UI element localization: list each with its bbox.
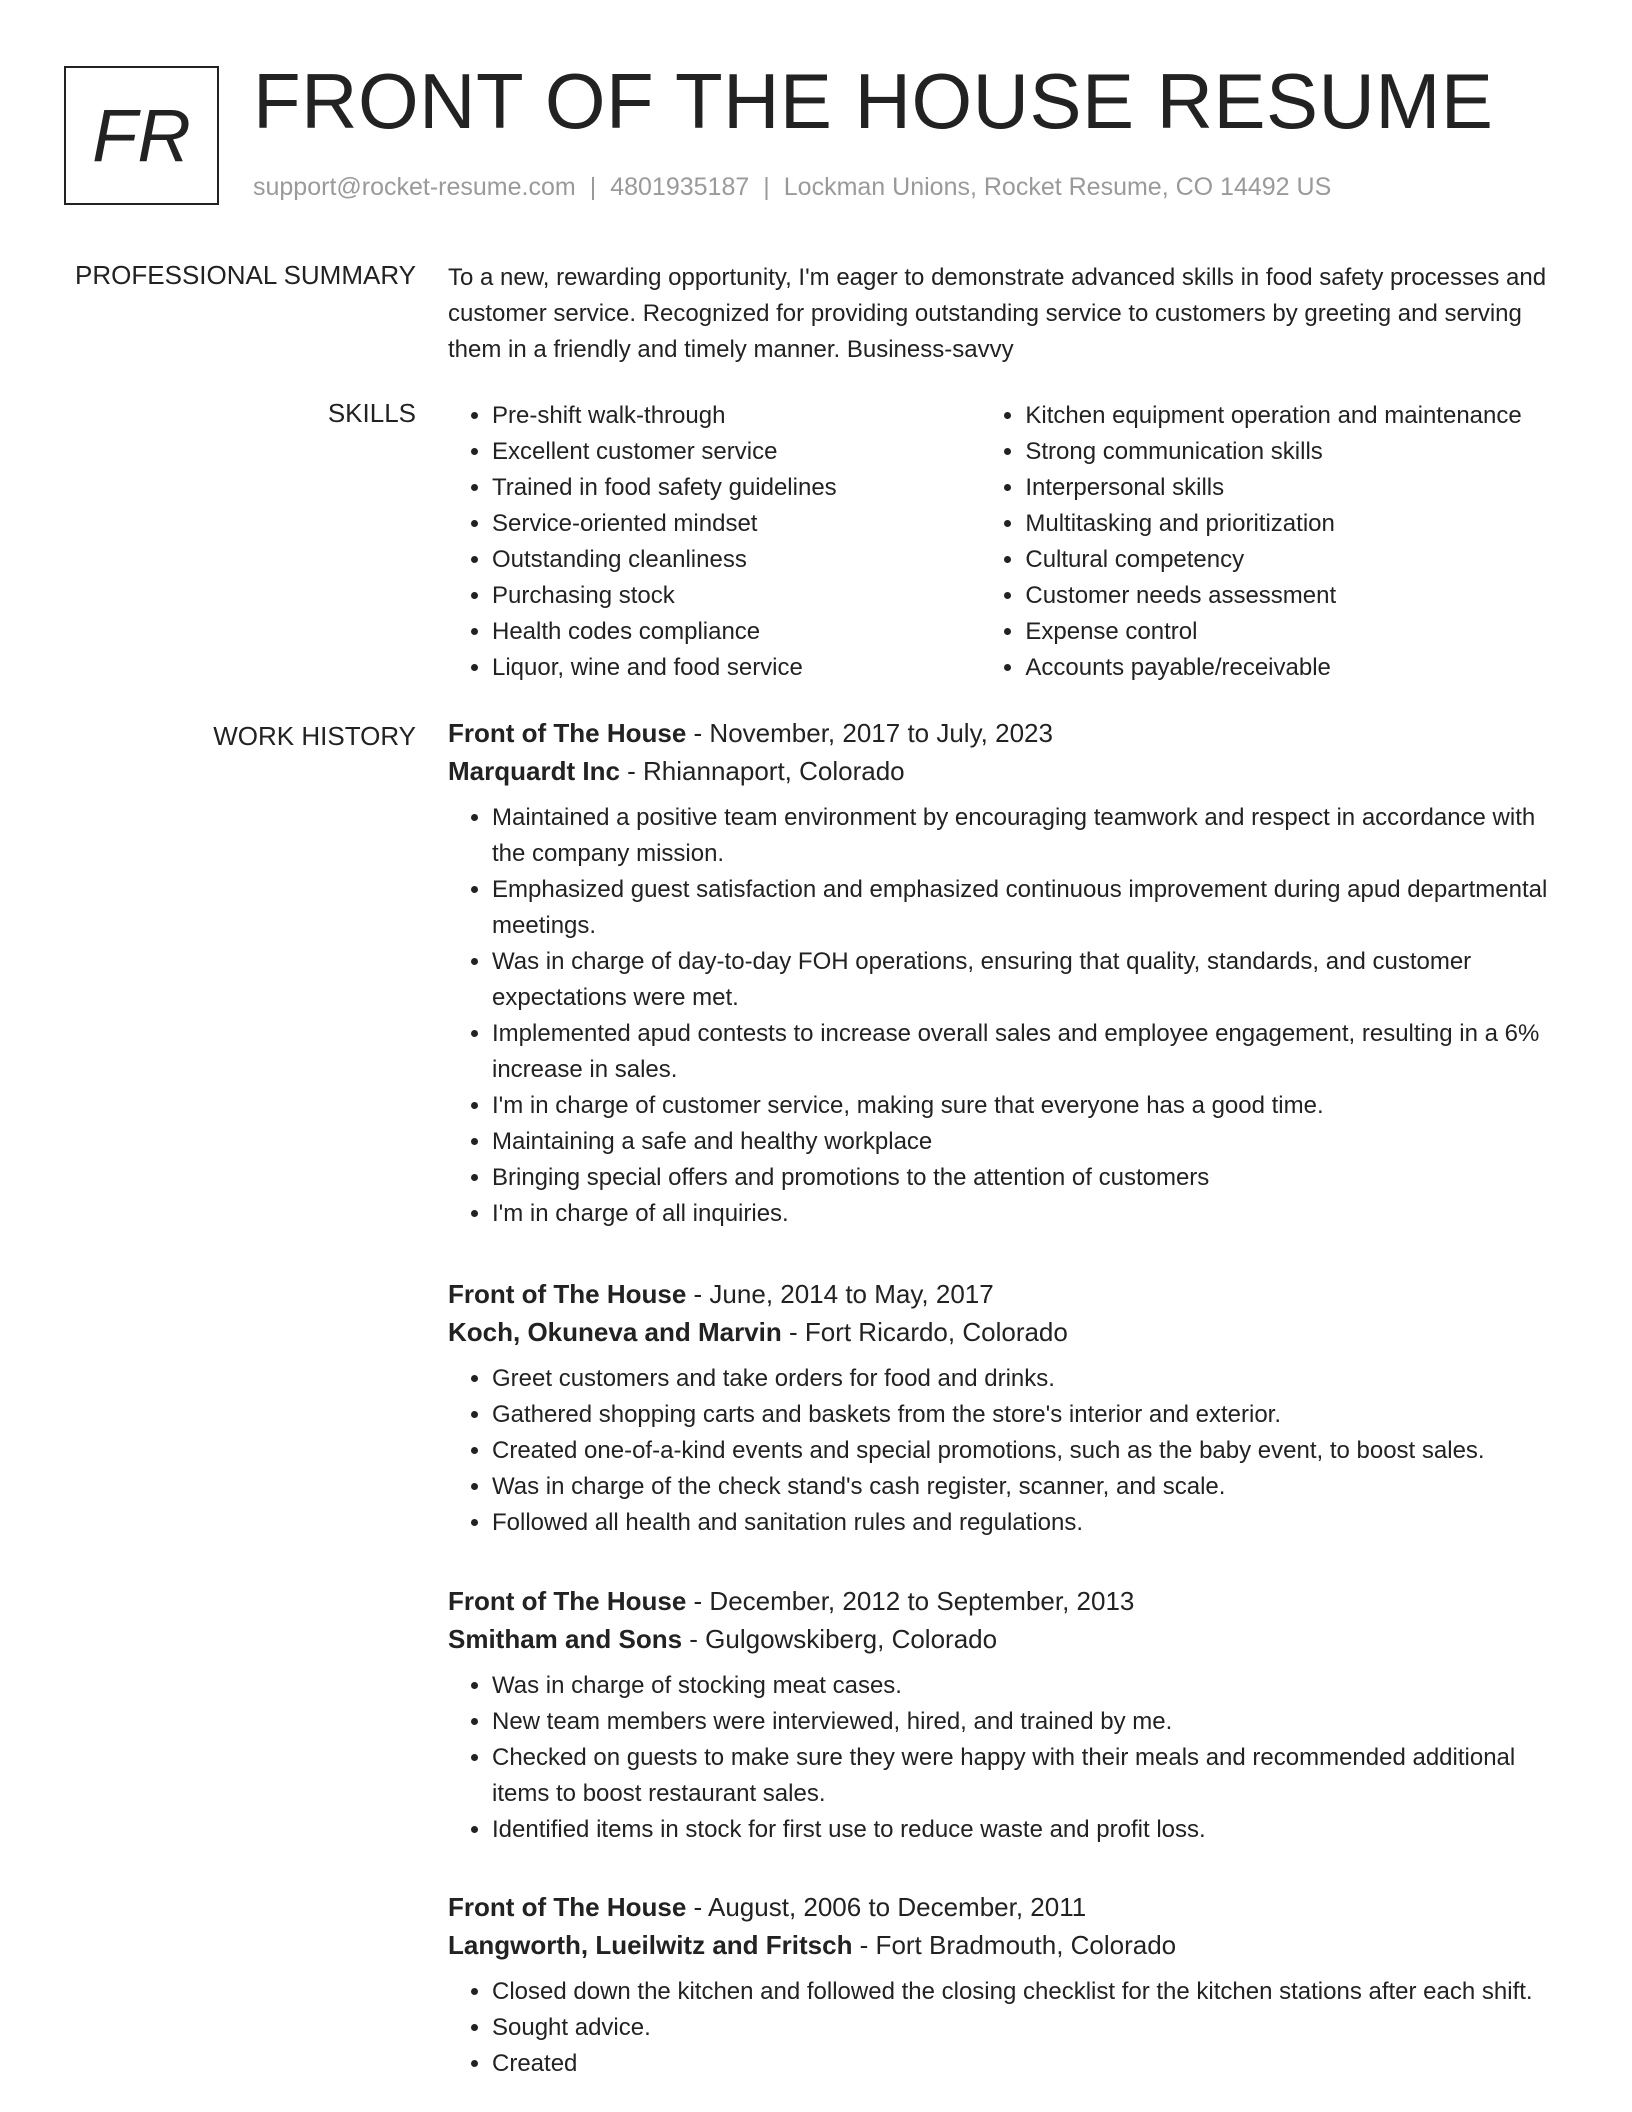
duty-item: • Was in charge of stocking meat cases. xyxy=(492,1668,1568,1704)
job-title: Front of The House xyxy=(448,1892,687,1922)
job-company-line xyxy=(448,1313,1568,1351)
job-company-line xyxy=(448,1926,1568,1964)
skill-item: • Pre-shift walk-through xyxy=(492,398,981,434)
job-dates: - November, 2017 to July, 2023 xyxy=(686,718,1053,748)
skill-item: • Service-oriented mindset xyxy=(492,506,981,542)
duty-item: • Implemented apud contests to increase overall sales and employee engagement, resulting in a 6% increase in sales. xyxy=(492,1016,1568,1088)
skills-heading: SKILLS xyxy=(327,398,416,428)
job-duties xyxy=(448,1361,1568,1541)
skills-column-2 xyxy=(981,398,1568,686)
contact-phone[interactable]: 4801935187 xyxy=(610,173,750,201)
job-company-line xyxy=(448,752,1568,790)
job-title: Front of The House xyxy=(448,1279,687,1309)
duty-item: • Bringing special offers and promotions to the attention of customers xyxy=(492,1160,1568,1196)
job-dates: - August, 2006 to December, 2011 xyxy=(686,1892,1087,1922)
job-title-line xyxy=(448,714,1568,752)
duty-item: • I'm in charge of customer service, making sure that everyone has a good time. xyxy=(492,1088,1568,1124)
skill-item: • Expense control xyxy=(1025,614,1568,650)
duty-item: • Created xyxy=(492,2046,1568,2082)
job-company: Marquardt Inc xyxy=(448,756,620,786)
separator: | xyxy=(763,173,770,201)
skill-item: • Customer needs assessment xyxy=(1025,578,1568,614)
skill-item: • Strong communication skills xyxy=(1025,434,1568,470)
duty-item: • Emphasized guest satisfaction and emphasized continuous improvement during apud departmental meetings. xyxy=(492,872,1568,944)
job-title-line xyxy=(448,1582,1568,1620)
job-company: Koch, Okuneva and Marvin xyxy=(448,1317,782,1347)
job-duties xyxy=(448,1974,1568,2082)
job-dates: - June, 2014 to May, 2017 xyxy=(686,1279,994,1309)
resume-title: FRONT OF THE HOUSE RESUME xyxy=(253,57,1494,145)
duty-item: • Greet customers and take orders for food and drinks. xyxy=(492,1361,1568,1397)
duty-item: • Maintaining a safe and healthy workplace xyxy=(492,1124,1568,1160)
job-title-line xyxy=(448,1888,1568,1926)
skill-item: • Interpersonal skills xyxy=(1025,470,1568,506)
duty-item: • Was in charge of day-to-day FOH operations, ensuring that quality, standards, and customer expectations were met. xyxy=(492,944,1568,1016)
skill-item: • Health codes compliance xyxy=(492,614,981,650)
duty-item: • Was in charge of the check stand's cash register, scanner, and scale. xyxy=(492,1469,1568,1505)
duty-item: • I'm in charge of all inquiries. xyxy=(492,1196,1568,1232)
separator: | xyxy=(589,173,597,201)
job-location: - Fort Ricardo, Colorado xyxy=(781,1317,1068,1347)
contact-email[interactable]: support@rocket-resume.com xyxy=(253,173,576,201)
job-entry xyxy=(448,714,1568,1232)
duty-item: • Checked on guests to make sure they were happy with their meals and recommended additional items to boost restaurant sales. xyxy=(492,1740,1568,1812)
skill-item: • Accounts payable/receivable xyxy=(1025,650,1568,686)
duty-item: • Maintained a positive team environment by encouraging teamwork and respect in accordance with the company mission. xyxy=(492,800,1568,872)
duty-item: • Identified items in stock for first use to reduce waste and profit loss. xyxy=(492,1812,1568,1848)
contact-address: Lockman Unions, Rocket Resume, CO 14492 US xyxy=(783,173,1332,201)
monogram-logo: FR xyxy=(64,66,219,205)
duty-item: • Gathered shopping carts and baskets from the store's interior and exterior. xyxy=(492,1397,1568,1433)
job-title: Front of The House xyxy=(448,718,687,748)
skill-item: • Trained in food safety guidelines xyxy=(492,470,981,506)
skills-list xyxy=(448,398,1568,686)
job-location: - Fort Bradmouth, Colorado xyxy=(852,1930,1177,1960)
skill-item: • Kitchen equipment operation and maintenance xyxy=(1025,398,1568,434)
job-entry xyxy=(448,1888,1568,2082)
job-location: - Rhiannaport, Colorado xyxy=(619,756,905,786)
skill-item: • Purchasing stock xyxy=(492,578,981,614)
duty-item: • Sought advice. xyxy=(492,2010,1568,2046)
job-title: Front of The House xyxy=(448,1586,687,1616)
duty-item: • Closed down the kitchen and followed the closing checklist for the kitchen stations after each shift. xyxy=(492,1974,1568,2010)
skill-item: • Cultural competency xyxy=(1025,542,1568,578)
job-title-line xyxy=(448,1275,1568,1313)
job-entry xyxy=(448,1582,1568,1848)
work-history-heading: WORK HISTORY xyxy=(213,721,416,751)
duty-item: • Created one-of-a-kind events and special promotions, such as the baby event, to boost sales. xyxy=(492,1433,1568,1469)
duty-item: • Followed all health and sanitation rules and regulations. xyxy=(492,1505,1568,1541)
job-dates: - December, 2012 to September, 2013 xyxy=(686,1586,1135,1616)
job-location: - Gulgowskiberg, Colorado xyxy=(682,1624,998,1654)
skills-column-1 xyxy=(448,398,981,686)
skill-item: • Liquor, wine and food service xyxy=(492,650,981,686)
job-entry xyxy=(448,1275,1568,1541)
summary-heading: PROFESSIONAL SUMMARY xyxy=(75,260,416,290)
skill-item: • Excellent customer service xyxy=(492,434,981,470)
contact-line xyxy=(253,173,1331,202)
skill-item: • Multitasking and prioritization xyxy=(1025,506,1568,542)
skill-item: • Outstanding cleanliness xyxy=(492,542,981,578)
summary-text: To a new, rewarding opportunity, I'm eager to demonstrate advanced skills in food safety processes and customer service. Recognized for providing outstanding service to customers by greeting and serving them in a friendly and timely manner. Business-savvy xyxy=(448,264,1547,363)
duty-item: • New team members were interviewed, hired, and trained by me. xyxy=(492,1704,1568,1740)
job-company: Langworth, Lueilwitz and Fritsch xyxy=(448,1930,853,1960)
job-duties xyxy=(448,1668,1568,1848)
job-company: Smitham and Sons xyxy=(448,1624,683,1654)
job-company-line xyxy=(448,1620,1568,1658)
job-duties xyxy=(448,800,1568,1232)
